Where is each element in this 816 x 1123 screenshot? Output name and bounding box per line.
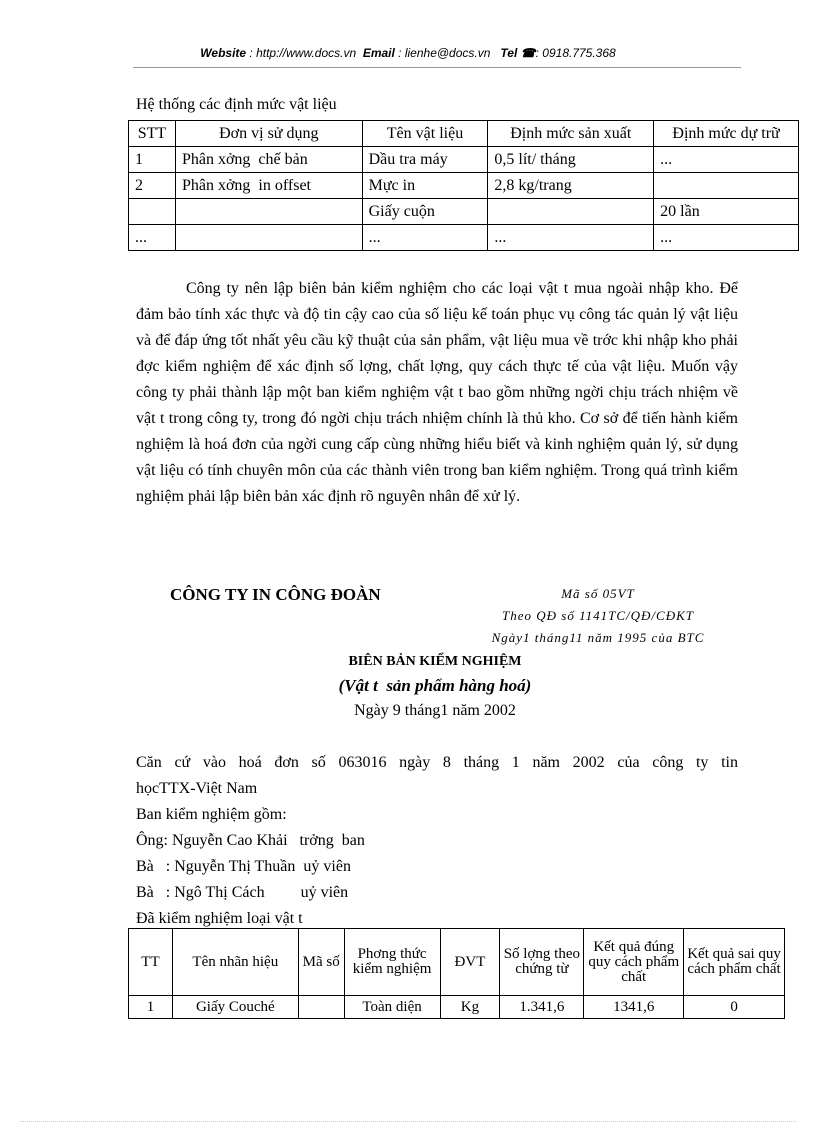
cell-reserve: ... [654, 147, 799, 173]
basis-line-2: họcTTX-Việt Nam [136, 780, 258, 797]
table-row [129, 996, 785, 1019]
committee-member: Bà : Nguyễn Thị Thuần uỷ viên [136, 858, 351, 875]
insp-col-unit: ĐVT [440, 929, 500, 996]
norms-col-material: Tên vật liệu [362, 121, 488, 147]
insp-col-correct: Kết quả đúng quy cách phẩm chất [584, 929, 684, 996]
cell-unit [175, 225, 362, 251]
insp-cell-code [298, 996, 344, 1019]
basis-line-1: Căn cứ vào hoá đơn số 063016 ngày 8 tháng 1 năm 2002 của công ty tin [136, 754, 738, 771]
cell-production: 2,8 kg/trang [488, 173, 654, 199]
cell-material: Mực in [362, 173, 488, 199]
company-name: CÔNG TY IN CÔNG ĐOÀN [170, 585, 381, 604]
cell-material: ... [362, 225, 488, 251]
norms-title: Hệ thống các định mức vật liệu [136, 96, 337, 113]
inspected-label: Đã kiểm nghiệm loại vật t [136, 910, 303, 927]
inspection-header-row [129, 929, 785, 996]
insp-cell-incorrect: 0 [684, 996, 785, 1019]
insp-cell-method: Toàn diện [344, 996, 440, 1019]
table-row [129, 147, 799, 173]
norms-col-stt: STT [129, 121, 176, 147]
email-value[interactable]: : lienhe@docs.vn [398, 46, 491, 60]
committee-member: Ông: Nguyễn Cao Khải trởng ban [136, 832, 365, 849]
form-code-block [448, 583, 748, 649]
insp-col-incorrect: Kết quả sai quy cách phẩm chất [684, 929, 785, 996]
insp-col-tt: TT [129, 929, 173, 996]
insp-cell-quantity: 1.341,6 [500, 996, 584, 1019]
table-row [129, 199, 799, 225]
insp-col-method: Phơng thức kiểm nghiệm [344, 929, 440, 996]
norms-col-reserve: Định mức dự trữ [654, 121, 799, 147]
cell-unit: Phân xởng chế bản [175, 147, 362, 173]
header-divider [133, 67, 741, 68]
footer-divider [20, 1121, 796, 1122]
report-title: BIÊN BẢN KIỂM NGHIỆM [348, 654, 522, 669]
email-label: Email [362, 46, 395, 60]
insp-cell-correct: 1341,6 [584, 996, 684, 1019]
form-decision-date: Ngày1 tháng11 năm 1995 của BTC [491, 630, 705, 645]
norms-col-production: Định mức sản xuất [488, 121, 654, 147]
norms-table [128, 120, 799, 251]
cell-stt: ... [129, 225, 176, 251]
cell-production: ... [488, 225, 654, 251]
table-row [129, 173, 799, 199]
phone-icon: ☎ [520, 46, 536, 60]
table-row [129, 225, 799, 251]
cell-unit [175, 199, 362, 225]
cell-reserve [654, 173, 799, 199]
cell-production [488, 199, 654, 225]
cell-production: 0,5 lít/ tháng [488, 147, 654, 173]
website-label: Website [200, 46, 247, 60]
report-body [136, 750, 738, 932]
norms-col-unit: Đơn vị sử dụng [175, 121, 362, 147]
page-header [0, 46, 816, 60]
body-paragraph-container [136, 276, 738, 510]
body-paragraph: Công ty nên lập biên bản kiểm nghiệm cho các loại vật t mua ngoài nhập kho. Để đảm bảo tính xác thực và độ tin cậy cao của số liệu kế toán phục vụ công tác quản lý vật liệu và để đáp ứng tốt nhất yêu cầu kỹ thuật của sản phẩm, vật liệu mua về trớc khi nhập kho phải đợc kiểm nghiệm để xác định số lợng, chất lợng, quy cách thực tế của vật liệu. Muốn vậy công ty phải thành lập một ban kiểm nghiệm vật t bao gồm những ngời chịu trách nhiệm về vật t trong công ty, trong đó ngời chịu trách nhiệm chính là thủ kho. Cơ sở để tiến hành kiểm nghiệm là hoá đơn của ngời cung cấp cùng những hiểu biết và kinh nghiệm quản lý, sử dụng vật liệu có tính chuyên môn của các thành viên trong ban kiểm nghiệm. Trong quá trình kiểm nghiệm phải lập biên bản xác định rõ nguyên nhân để xử lý. [136, 280, 738, 505]
cell-material: Giấy cuộn [362, 199, 488, 225]
cell-reserve: ... [654, 225, 799, 251]
report-date: Ngày 9 tháng1 năm 2002 [354, 702, 516, 719]
report-subtitle: (Vật t sản phẩm hàng hoá) [338, 676, 532, 695]
cell-material: Dầu tra máy [362, 147, 488, 173]
committee-member: Bà : Ngô Thị Cách uỷ viên [136, 884, 349, 901]
cell-stt: 1 [129, 147, 176, 173]
cell-stt [129, 199, 176, 225]
cell-stt: 2 [129, 173, 176, 199]
insp-col-brand: Tên nhãn hiệu [172, 929, 298, 996]
insp-col-code: Mã số [298, 929, 344, 996]
insp-cell-unit: Kg [440, 996, 500, 1019]
insp-cell-brand: Giấy Couché [172, 996, 298, 1019]
tel-value: : 0918.775.368 [535, 46, 616, 60]
norms-header-row [129, 121, 799, 147]
committee-label: Ban kiểm nghiệm gồm: [136, 806, 287, 823]
cell-unit: Phân xởng in offset [175, 173, 362, 199]
inspection-table [128, 928, 785, 1019]
insp-cell-tt: 1 [129, 996, 173, 1019]
form-code: Mã số 05VT [561, 586, 635, 601]
tel-label: Tel [500, 46, 518, 60]
cell-reserve: 20 lần [654, 199, 799, 225]
insp-col-quantity: Số lợng theo chứng từ [500, 929, 584, 996]
website-value[interactable]: : http://www.docs.vn [249, 46, 357, 60]
form-decision: Theo QĐ số 1141TC/QĐ/CĐKT [502, 608, 694, 623]
